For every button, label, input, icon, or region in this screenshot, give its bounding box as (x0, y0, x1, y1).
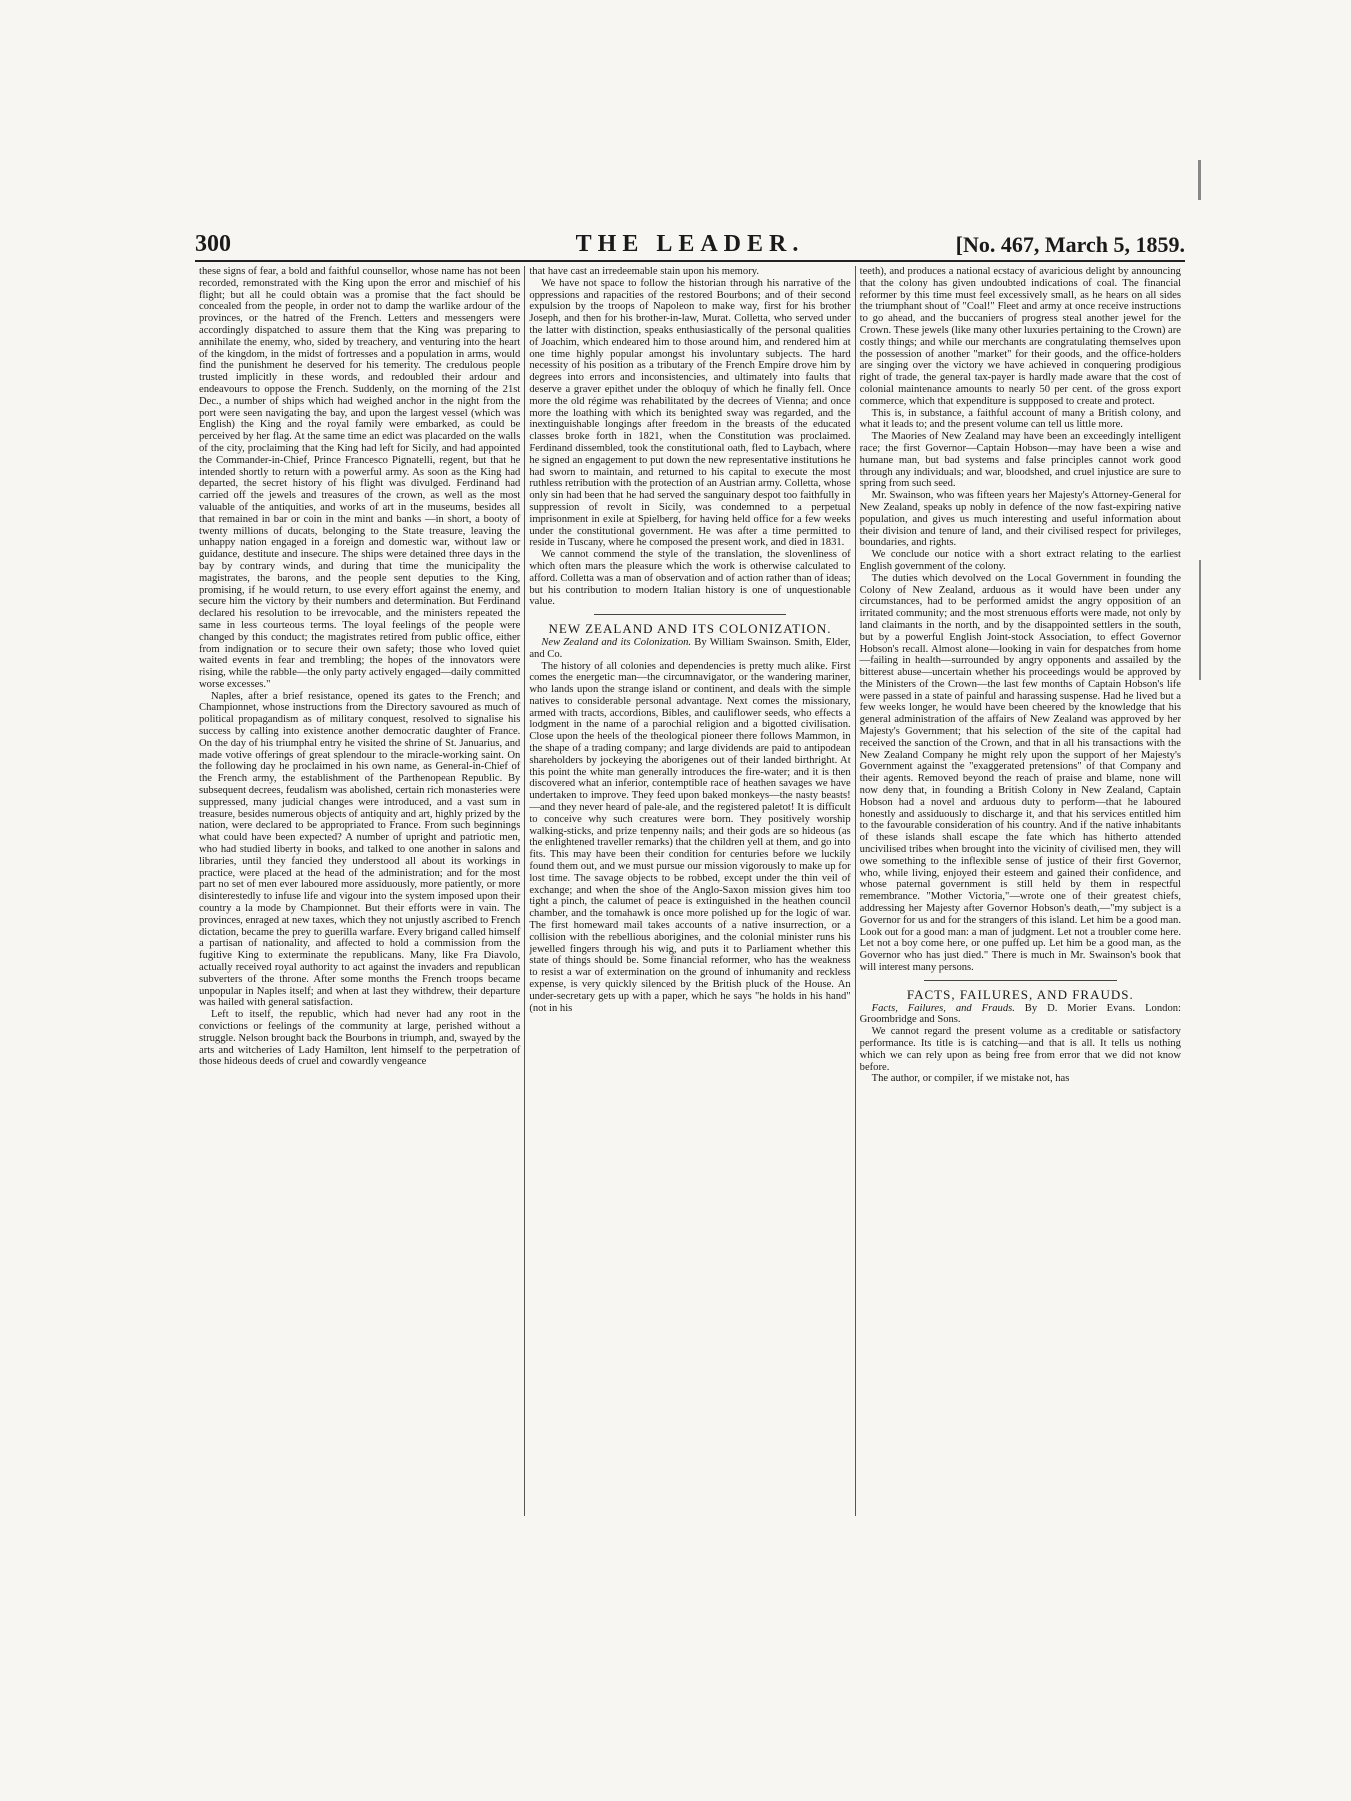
section-title: NEW ZEALAND AND ITS COLONIZATION. (548, 621, 832, 637)
byline-book-title: New Zealand and its Colonization. (541, 636, 692, 648)
newspaper-page (195, 230, 1185, 1516)
byline-details: By William Swainson. Smith, Elder, and Co. (529, 636, 851, 660)
paragraph: teeth), and produces a national ecstacy of avaricious delight by announcing that the colony has given undoubted indications of coal. The financial reformer by this time must feel excessively small, as he hears on all sides the triumphant shout of "Coal!" Fleet and army at once receive instructions to go ahead, and the buccaniers of progress steal another jewel for the Crown. These jewels (like many other luxuries pertaining to the Crown) are costly things; and while our merchants are congratulating themselves upon the possession of another "market" for their goods, and the office-holders are singing over the victory we have achieved in conquering prodigious right of trade, the general tax-payer is hardly made aware that the cost of colonial maintenance amounts to nearly 50 per cent. of the gross export commerce, which that expenditure is suppposed to create and protect. (859, 266, 1181, 407)
paragraph: The author, or compiler, if we mistake not, has (871, 1073, 1070, 1085)
section-title: FACTS, FAILURES, AND FRAUDS. (906, 986, 1134, 1002)
paragraph: The Maories of New Zealand may have been an exceedingly intelligent race; the first Governor—Captain Hobson—may have been a wise and humane man, but bad systems and false principles cannot work good through any individuals; and war, bloodshed, and cruel injustice are sure to spring from such seed. (859, 431, 1181, 490)
byline-book-title: Facts, Failures, and Frauds. (871, 1002, 1015, 1014)
column-2 (524, 266, 854, 1516)
paper-title: THE LEADER. (575, 231, 805, 257)
column-1 (195, 266, 524, 1516)
column-3 (855, 266, 1185, 1516)
byline (529, 637, 850, 661)
paragraph: Naples, after a brief resistance, opened its gates to the French; and Championnet, whose instructions from the Directory savoured as much of political propagandism as of military conquest, resolved to signalise his success by calling into existence another democratic daughter of France. On the day of his triumphal entry he visited the shrine of St. Januarius, and made votive offerings of great splendour to the miracle-working saint. On the following day he proclaimed in his own name, as General-in-Chief of the French army, the establishment of the Parthenopean Republic. By subsequent decrees, feudalism was abolished, certain rich monasteries were suppressed, many judicial changes were introduced, and a vast sum in treasure, besides numerous objects of antiquity and art, highly prized by the nation, were declared to be appropriated to France. From such beginnings what could have been expected? A number of upright and patriotic men, who had studied liberty in books, and talked to one another in salons and libraries, until they fancied they understood all about its workings in practice, were placed at the head of the administration; and for the most part no set of men ever laboured more assiduously, more patiently, or more disinterestedly to infuse life and vigour into the system imposed upon their country a la mode by Championnet. But their efforts were in vain. The provinces, enraged at new taxes, which they not unjustly ascribed to French dictation, became the prey to guerilla warfare. Every brigand called himself a partisan of nationality, and affected to hold a commission from the fugitive King to exterminate the republicans. Many, like Fra Diavolo, actually received royal authority to act against the invaders and republican subverters of the throne. After some months the French troops became unpopular in Naples itself; and when at last they withdrew, their departure was hailed with general satisfaction. (199, 690, 521, 1009)
paragraph: We have not space to follow the historian through his narrative of the oppressions and rapacities of the restored Bourbons; and of their second expulsion by the troops of Napoleon to make way, first for his brother Joseph, and then for his brother-in-law, Murat. Colletta, who served under the latter with distinction, speaks enthusiastically of the personal qualities of Joachim, which endeared him to those around him, and rendered him at one time highly popular amongst his involuntary subjects. The hard necessity of his position as a tributary of the French Empire drove him by degrees into errors and inconsistencies, and ultimately into faults that deserve a graver epithet under the obloquy of which he finally fell. Once more the old régime was rehabilitated by the decrees of Vienna; and once more the loathing with which its benighted sway was regarded, and the inextinguishable longings after freedom in the breasts of the educated classes broke forth in 1821, when the Constitution was proclaimed. Ferdinand dissembled, took the constitutional oath, fled to Laybach, where he signed an engagement to put down the new representative institutions he had sworn to maintain, and returned to his capital to execute the most ruthless retribution with the protection of an Austrian army. Colletta, whose only sin had been that he had served the sanguinary despot too faithfully in suppression of revolt in Sicily, was condemned to a perpetual imprisonment in exile at Spielberg, for having held office for a few weeks under the constitutional government. He was after a time permitted to reside in Tuscany, where he composed the present work, and died in 1831. (529, 277, 851, 549)
byline-details: By D. Morier Evans. London: Groombridge and Sons. (859, 1002, 1181, 1026)
paragraph: Mr. Swainson, who was fifteen years her Majesty's Attorney-General for New Zealand, speaks up nobly in defence of the now fast-expiring native population, and gives us much interesting and useful information about their division and tenure of land, and their civilised respect for privileges, boundaries, and rights. (859, 490, 1181, 549)
section-divider (924, 980, 1117, 981)
paragraph: The history of all colonies and dependencies is pretty much alike. First comes the energetic man—the circumnavigator, or the wandering mariner, who lands upon the strange island or continent, and deals with the simple natives to considerable personal advantage. Next comes the missionary, armed with tracts, accordions, Bibles, and cauliflower seeds, who effects a lodgment in the name of a parochial religion and a bigotted civilisation. Close upon the heels of the theological pioneer there follows Mammon, in the shape of a trading company; and large dividends are paid to antipodean shareholders by jockeying the aborigenes out of their landed birthright. At this point the white man generally introduces the fire-water; and it is then discovered what an inferior, contemptible race of heathen savages we have undertaken to improve. They feed upon baked monkeys—the nasty beasts!—and they never heard of pale-ale, and the registered paletot! It is difficult to conceive why such creatures were born. They positively worship walking-sticks, and prize tenpenny nails; and their gods are so hideous (as the enlightened traveller remarks) that the children yell at them, and go into fits. This may have been their condition for centuries before we luckily found them out, and we must pursue our mission vigorously to make up for lost time. The savage objects to be robbed, except under the thin veil of exchange; and when the shoe of the Anglo-Saxon mission gives him too tight a pinch, the calumet of peace is extinguished in the heathen council chamber, and the tomahawk is once more polished up for the logic of war. The first homeward mail takes accounts of a native insurrection, or a collision with the rebellious aborigines, and the colonial minister runs his jewelled fingers through his wig, and puts it to Parliament whether this state of things should be. Some financial reformer, who has the weakness to resist a war of extermination on the ground of inhumanity and reckless expense, is very quickly silenced by the British pluck of the House. An under-secretary gets up with a paper, which he says "he holds in his hand" (not in his (529, 660, 851, 1014)
paragraph: these signs of fear, a bold and faithful counsellor, whose name has not been recorded, remonstrated with the King upon the error and mischief of his flight; but all he could obtain was a promise that the fact should be concealed from the people, in order not to damp the warlike ardour of the provinces, or the hatred of the French. Letters and messengers were accordingly dispatched to assure them that the King was preparing to annihilate the enemy, who, sided by treachery, and venturing into the heart of the kingdom, in the midst of fortresses and a population in arms, would find the punishment he deserved for his temerity. The credulous people trusted implicitly in these words, and redoubled their ardour and endeavours to oppose the French. Suddenly, on the morning of the 21st Dec., a number of ships which had weighed anchor in the night from the port were seen navigating the bay, and upon the largest vessel (which was English) the King and the royal family were embarked, as could be perceived by her flag. At the same time an edict was placarded on the walls of the city, proclaiming that the King had left for Sicily, and had appointed the Commander-in-Chief, Prince Francesco Pignatelli, regent, but that he intended shortly to return with a powerful army. As soon as the King had departed, the secret history of his flight was divulged. Ferdinand had carried off the jewels and treasures of the crown, as well as the most valuable of the antiquities, and works of art in the museums, besides all that remained in bar or coin in the mint and banks —in short, a booty of twenty millions of ducats, belonging to the State treasure, leaving the unhappy nation engaged in a foreign and domestic war, without law or guidance, destitute and insecure. The ships were detained three days in the bay by contrary winds, and during that time the municipality the magistrates, the barons, and the people sent deputies to the King, promising, if he would return, to use every effort against the enemy, and secure him the victory by their numbers and determination. But Ferdinand declared his resolution to be irrevocable, and the ministers repeated the same in less courteous terms. The loyal feelings of the people were changed by this conduct; the magistrates retired from public office, either from indignation or to secure their own safety; those who loved quiet waited events in fear and trembling; the hopes of the innovators were rising, while the rabble—the only party actively engaged—daily committed worse excesses." (199, 266, 521, 690)
paragraph: This is, in substance, a faithful account of many a British colony, and what it leads to; and the present volume can tell us little more. (859, 407, 1181, 431)
paragraph: The duties which devolved on the Local Government in founding the Colony of New Zealand, arduous as it would have been under any circumstances, had to be performed amidst the angry opposition of an irritated community; and the most strenuous efforts were made, not only by land claimants in the north, and by the disappointed settlers in the south, but by a powerful English Joint-stock Association, to effect Governor Hobson's recall. Almost alone—looking in vain for despatches from home—failing in health—surrounded by angry opponents and assailed by the bitterest abuse—uncertain whether his proceedings would be approved by the Ministers of the Crown—the last few months of Captain Hobson's life were passed in a state of painful and harassing suspense. Had he lived but a few weeks longer, he would have been cheered by the knowledge that his general administration of the affairs of New Zealand was approved by her Majesty's Government; that his selection of the site of the capital had received the sanction of the Crown, and that in all his transactions with the New Zealand Company he might rely upon the support of her Majesty's Government against the "exaggerated pretensions" of that Company and their agents. Removed beyond the reach of praise and blame, none will now deny that, in founding a British Colony in New Zealand, Captain Hobson had a novel and arduous duty to perform—that he laboured honestly and assiduously to discharge it, and that his services entitled him to the favourable consideration of his country. And if the native inhabitants of these islands shall escape the fate which has hitherto attended uncivilised tribes when brought into the vicinity of civilised men, they will owe something to the inflexible sense of justice of their first Governor, who, while living, enjoyed their esteem and gained their confidence, and whose paternal government is still held by them in respectful remembrance. "Mother Victoria,"—wrote one of their greatest chiefs, addressing her Majesty after Governor Hobson's death,—"my subject is a Governor for us and for the strangers of this island. Let him be a good man. Look out for a good man: a man of judgment. Let not a troubler come here. Let not a boy come here, or one puffed up. Let him be a good man, as the Governor who has just died." There is much in Mr. Swainson's book that will interest many persons. (859, 572, 1181, 974)
section-divider (594, 614, 787, 615)
paragraph: We cannot commend the style of the translation, the slovenliness of which often mars the pleasure which the work is otherwise calculated to afford. Colletta was a man of observation and of action rather than of ideas; but his contribution to modern Italian history is one of unquestionable value. (529, 549, 851, 608)
paragraph: We conclude our notice with a short extract relating to the earliest English government of the colony. (859, 549, 1181, 572)
scan-edge-mark (1198, 160, 1201, 200)
paragraph: Left to itself, the republic, which had never had any root in the convictions or feelings of the community at large, perished without a struggle. Nelson brought back the Bourbons in triumph, and, swayed by the arts and witcheries of Lady Hamilton, lent himself to the perpetration of those hideous deeds of cruel and cowardly vengeance (199, 1009, 521, 1068)
paragraph: We cannot regard the present volume as a creditable or satisfactory performance. Its title is is catching—and that is all. It tells us nothing which we can rely upon as being free from error that we did not know before. (859, 1026, 1181, 1073)
page-number: 300 (195, 231, 231, 257)
scan-edge-mark (1199, 560, 1201, 680)
byline (860, 1003, 1181, 1027)
issue-info: [No. 467, March 5, 1859. (955, 232, 1185, 257)
paragraph: that have cast an irredeemable stain upon his memory. (529, 266, 759, 277)
masthead (195, 230, 1185, 262)
article-columns (195, 266, 1185, 1516)
